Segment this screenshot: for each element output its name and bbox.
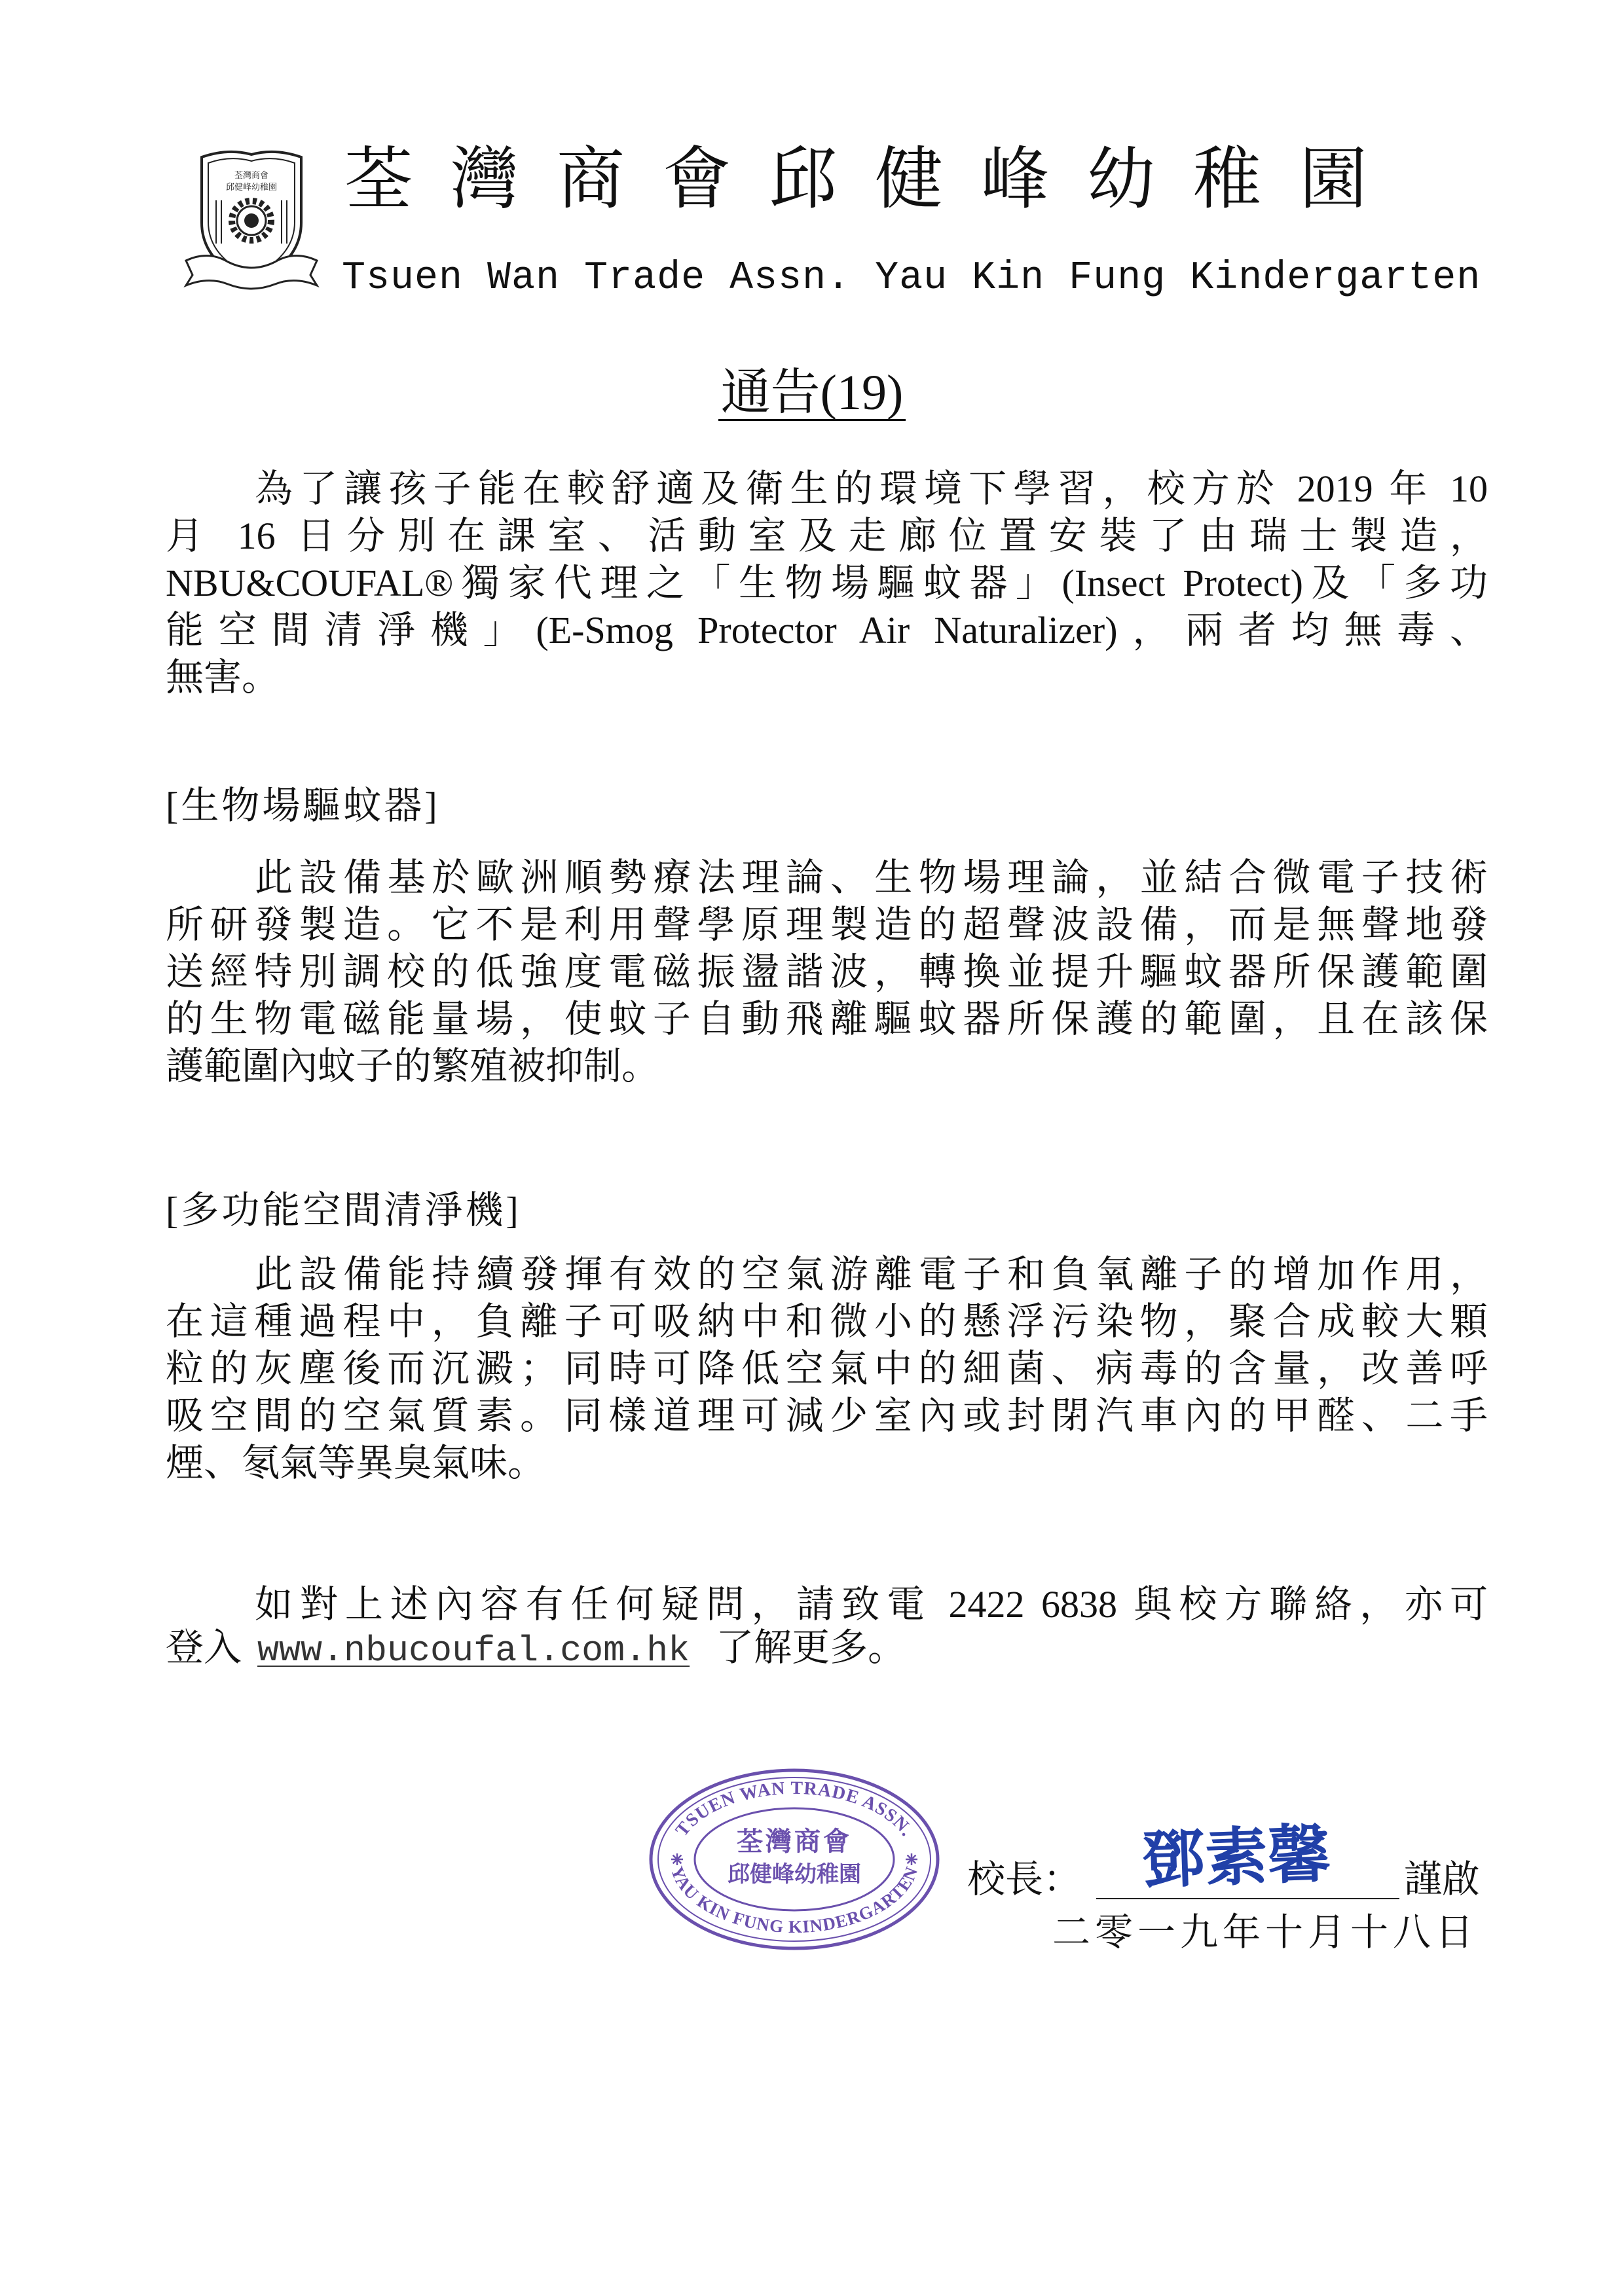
paragraph-line: 的生物電磁能量場，使蚊子自動飛離驅蚊器所保護的範圍，且在該保 [166, 998, 1488, 1040]
paragraph-line: NBU&COUFAL®獨家代理之「生物場驅蚊器」(Insect Protect)及「多功 [166, 562, 1488, 604]
section-paragraph-air-naturalizer [166, 1251, 1488, 1487]
stamp-top-text-content: TSUEN WAN TRADE ASSN. [671, 1777, 917, 1841]
stamp-center-line-1: 荃灣商會 [737, 1826, 852, 1857]
star-ornament-icon [906, 1853, 917, 1865]
section-heading-air-naturalizer: [多功能空間清淨機] [166, 1189, 521, 1231]
school-crest-icon [182, 145, 321, 293]
crest-right-rule [282, 200, 287, 244]
paragraph-line: 此設備能持續發揮有效的空氣游離電子和負氧離子的增加作用， [255, 1253, 1488, 1296]
paragraph-line: 此設備基於歐洲順勢療法理論、生物場理論，並結合微電子技術 [255, 856, 1488, 899]
visit-prefix-text: 登入 [166, 1626, 242, 1669]
paragraph-line: 所研發製造。它不是利用聲學原理製造的超聲波設備，而是無聲地發 [166, 903, 1488, 946]
signature-underline [1096, 1898, 1399, 1899]
stamp-center-ring [695, 1808, 894, 1910]
stamp-inner-ring [658, 1777, 931, 1941]
paragraph-line: 送經特別調校的低強度電磁振盪諧波，轉換並提升驅蚊器所保護範圍 [166, 951, 1488, 993]
paragraph-line: 能空間清淨機」(E-Smog Protector Air Naturalizer)，兩者均無毒、 [166, 609, 1488, 651]
visit-suffix-text: 了解更多。 [716, 1626, 906, 1669]
section-paragraph-insect-protect [166, 854, 1488, 1090]
closing-text: 謹啟 [1404, 1858, 1481, 1901]
school-name-chinese: 荃灣商會邱健峰幼稚園 [344, 139, 1406, 219]
paragraph-line: 粒的灰塵後而沉澱；同時可降低空氣中的細菌、病毒的含量，改善呼 [166, 1347, 1488, 1390]
crest-lettering-top: 荃灣商會 [234, 171, 269, 181]
paragraph-line: 在這種過程中，負離子可吸納中和微小的懸浮污染物，聚合成較大顆 [166, 1300, 1488, 1343]
paragraph-line: 月 16 日分別在課室、活動室及走廊位置安裝了由瑞士製造， [166, 515, 1488, 557]
paragraph-line: 護範圍內蚊子的繁殖被抑制。 [166, 1045, 660, 1087]
star-ornament-icon [671, 1853, 683, 1865]
crest-gear-hub [244, 213, 259, 228]
paragraph-line: 無害。 [166, 656, 280, 699]
paragraph-line: 如對上述內容有任何疑問，請致電 2422 6838 與校方聯絡，亦可 [255, 1583, 1488, 1626]
crest-lettering-second: 邱健峰幼稚園 [225, 183, 278, 192]
stamp-bottom-text-content: YAU KIN FUNG KINDERGARTEN [667, 1863, 922, 1937]
star-ornament-icon [906, 1853, 917, 1865]
stamp-center-line-2: 邱健峰幼稚園 [728, 1861, 861, 1887]
crest-ribbon [186, 255, 317, 289]
star-ornament-icon [671, 1853, 683, 1865]
intro-paragraph [166, 465, 1488, 701]
school-name-english: Tsuen Wan Trade Assn. Yau Kin Fung Kindergarten [342, 256, 1481, 301]
paragraph-line: 吸空間的空氣質素。同樣道理可減少室內或封閉汽車內的甲醛、二手 [166, 1394, 1488, 1437]
section-heading-insect-protect: [生物場驅蚊器] [166, 784, 440, 827]
notice-title [0, 367, 1624, 421]
principal-signature: 鄧素馨 [1141, 1816, 1332, 1897]
principal-label: 校長： [967, 1858, 1082, 1901]
paragraph-line: 為了讓孩子能在較舒適及衛生的環境下學習，校方於 2019 年 10 [255, 467, 1488, 510]
school-seal-stamp [648, 1768, 940, 1951]
notice-title-text: 通告(19) [718, 367, 906, 421]
paragraph-line: 煙、氡氣等異臭氣味。 [166, 1442, 546, 1484]
website-link[interactable]: www.nbucoufal.com.hk [257, 1630, 690, 1671]
contact-paragraph [166, 1583, 1488, 1669]
crest-left-rule [216, 200, 221, 244]
notice-date: 二零一九年十月十八日 [1052, 1911, 1479, 1954]
contact-visit-line [166, 1626, 1488, 1669]
